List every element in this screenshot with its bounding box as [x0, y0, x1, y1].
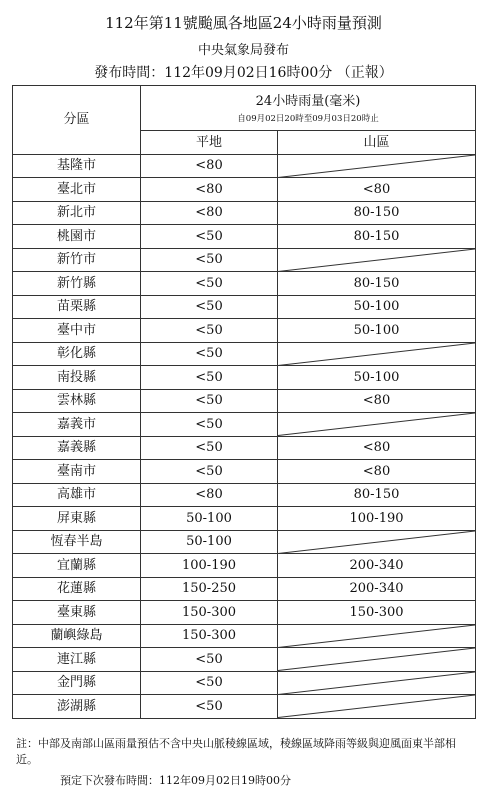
- not-applicable-cell: [278, 342, 476, 366]
- region-cell: 連江縣: [13, 648, 141, 672]
- mountain-rainfall-cell: <80: [278, 460, 476, 484]
- table-row: [13, 295, 476, 319]
- mountain-rainfall-cell: 200-340: [278, 577, 476, 601]
- plain-rainfall-cell: <80: [141, 154, 278, 178]
- table-row: [13, 389, 476, 413]
- plain-rainfall-cell: <50: [141, 366, 278, 390]
- table-row: [13, 436, 476, 460]
- plain-rainfall-cell: <50: [141, 319, 278, 343]
- plain-rainfall-cell: 50-100: [141, 507, 278, 531]
- diagonal-slash: [278, 695, 475, 718]
- plain-rainfall-cell: <50: [141, 436, 278, 460]
- diagonal-slash: [278, 249, 475, 272]
- not-applicable-cell: [278, 530, 476, 554]
- mountain-rainfall-cell: 80-150: [278, 225, 476, 249]
- region-cell: 苗栗縣: [13, 295, 141, 319]
- table-row: [13, 248, 476, 272]
- plain-rainfall-cell: 50-100: [141, 530, 278, 554]
- region-cell: 屏東縣: [13, 507, 141, 531]
- issue-time: 發布時間：112年09月02日16時00分 （正報）: [94, 65, 393, 81]
- table-row: [13, 366, 476, 390]
- not-applicable-cell: [278, 624, 476, 648]
- not-applicable-cell: [278, 671, 476, 695]
- table-row: [13, 601, 476, 625]
- mountain-rainfall-cell: 50-100: [278, 366, 476, 390]
- mountain-rainfall-cell: 80-150: [278, 272, 476, 296]
- region-cell: 恆春半島: [13, 530, 141, 554]
- plain-rainfall-cell: <50: [141, 460, 278, 484]
- table-row: [13, 460, 476, 484]
- rainfall-column-header: [141, 86, 476, 131]
- document-title: 112年第11號颱風各地區24小時雨量預測: [105, 14, 382, 32]
- not-applicable-cell: [278, 413, 476, 437]
- region-cell: 臺東縣: [13, 601, 141, 625]
- table-row: [13, 319, 476, 343]
- table-row: [13, 507, 476, 531]
- plain-rainfall-cell: <50: [141, 342, 278, 366]
- not-applicable-cell: [278, 695, 476, 719]
- table-row: [13, 272, 476, 296]
- plain-rainfall-cell: 150-250: [141, 577, 278, 601]
- mountain-rainfall-cell: 80-150: [278, 483, 476, 507]
- region-cell: 臺北市: [13, 178, 141, 202]
- diagonal-slash: [278, 343, 475, 366]
- mountain-rainfall-cell: <80: [278, 389, 476, 413]
- rainfall-header-label: 24小時雨量(毫米): [255, 94, 361, 110]
- table-row: [13, 225, 476, 249]
- diagonal-slash: [278, 413, 475, 436]
- region-cell: 臺中市: [13, 319, 141, 343]
- table-row: [13, 624, 476, 648]
- region-cell: 新竹縣: [13, 272, 141, 296]
- plain-rainfall-cell: <50: [141, 225, 278, 249]
- mountain-rainfall-cell: 150-300: [278, 601, 476, 625]
- diagonal-slash: [278, 648, 475, 671]
- region-cell: 桃園市: [13, 225, 141, 249]
- region-cell: 雲林縣: [13, 389, 141, 413]
- plain-rainfall-cell: 150-300: [141, 601, 278, 625]
- table-row: [13, 648, 476, 672]
- not-applicable-cell: [278, 648, 476, 672]
- region-cell: 臺南市: [13, 460, 141, 484]
- plain-rainfall-cell: <50: [141, 272, 278, 296]
- region-cell: 新竹市: [13, 248, 141, 272]
- table-row: [13, 695, 476, 719]
- plain-rainfall-cell: <50: [141, 413, 278, 437]
- next-issue-time: 預定下次發布時間：112年09月02日19時00分: [60, 774, 291, 787]
- mountain-rainfall-cell: 80-150: [278, 201, 476, 225]
- plain-rainfall-cell: <50: [141, 695, 278, 719]
- region-cell: 宜蘭縣: [13, 554, 141, 578]
- plain-rainfall-cell: <50: [141, 671, 278, 695]
- diagonal-slash: [278, 531, 475, 554]
- region-cell: 南投縣: [13, 366, 141, 390]
- forecast-period: 自09月02日20時至09月03日20時止: [237, 114, 379, 125]
- table-row: [13, 154, 476, 178]
- table-row: [13, 530, 476, 554]
- footnote: 註：中部及南部山區雨量預估不含中央山脈稜線區域，稜線區域降雨等級與迎風面東半部相近。: [16, 737, 456, 766]
- table-row: [13, 577, 476, 601]
- table-row: [13, 413, 476, 437]
- table-row: [13, 671, 476, 695]
- region-cell: 澎湖縣: [13, 695, 141, 719]
- diagonal-slash: [278, 155, 475, 178]
- plain-rainfall-cell: 100-190: [141, 554, 278, 578]
- region-cell: 嘉義縣: [13, 436, 141, 460]
- region-cell: 蘭嶼綠島: [13, 624, 141, 648]
- mountain-column-header: 山區: [278, 131, 476, 155]
- issuer: 中央氣象局發布: [197, 43, 289, 58]
- plain-rainfall-cell: <80: [141, 483, 278, 507]
- not-applicable-cell: [278, 154, 476, 178]
- table-row: [13, 483, 476, 507]
- table-header-row: [13, 86, 476, 131]
- region-cell: 新北市: [13, 201, 141, 225]
- not-applicable-cell: [278, 248, 476, 272]
- plain-column-header: 平地: [141, 131, 278, 155]
- diagonal-slash: [278, 625, 475, 648]
- table-row: [13, 178, 476, 202]
- diagonal-slash: [278, 672, 475, 695]
- region-cell: 嘉義市: [13, 413, 141, 437]
- table-row: [13, 201, 476, 225]
- mountain-rainfall-cell: 50-100: [278, 295, 476, 319]
- mountain-rainfall-cell: <80: [278, 178, 476, 202]
- mountain-rainfall-cell: <80: [278, 436, 476, 460]
- table-row: [13, 554, 476, 578]
- region-cell: 花蓮縣: [13, 577, 141, 601]
- mountain-rainfall-cell: 50-100: [278, 319, 476, 343]
- plain-rainfall-cell: 150-300: [141, 624, 278, 648]
- plain-rainfall-cell: <50: [141, 248, 278, 272]
- mountain-rainfall-cell: 200-340: [278, 554, 476, 578]
- region-cell: 金門縣: [13, 671, 141, 695]
- plain-rainfall-cell: <50: [141, 389, 278, 413]
- rainfall-forecast-table: [12, 85, 476, 719]
- region-cell: 高雄市: [13, 483, 141, 507]
- mountain-rainfall-cell: 100-190: [278, 507, 476, 531]
- plain-rainfall-cell: <80: [141, 201, 278, 225]
- region-cell: 基隆市: [13, 154, 141, 178]
- region-column-header: 分區: [13, 86, 141, 155]
- table-row: [13, 342, 476, 366]
- plain-rainfall-cell: <80: [141, 178, 278, 202]
- plain-rainfall-cell: <50: [141, 648, 278, 672]
- region-cell: 彰化縣: [13, 342, 141, 366]
- plain-rainfall-cell: <50: [141, 295, 278, 319]
